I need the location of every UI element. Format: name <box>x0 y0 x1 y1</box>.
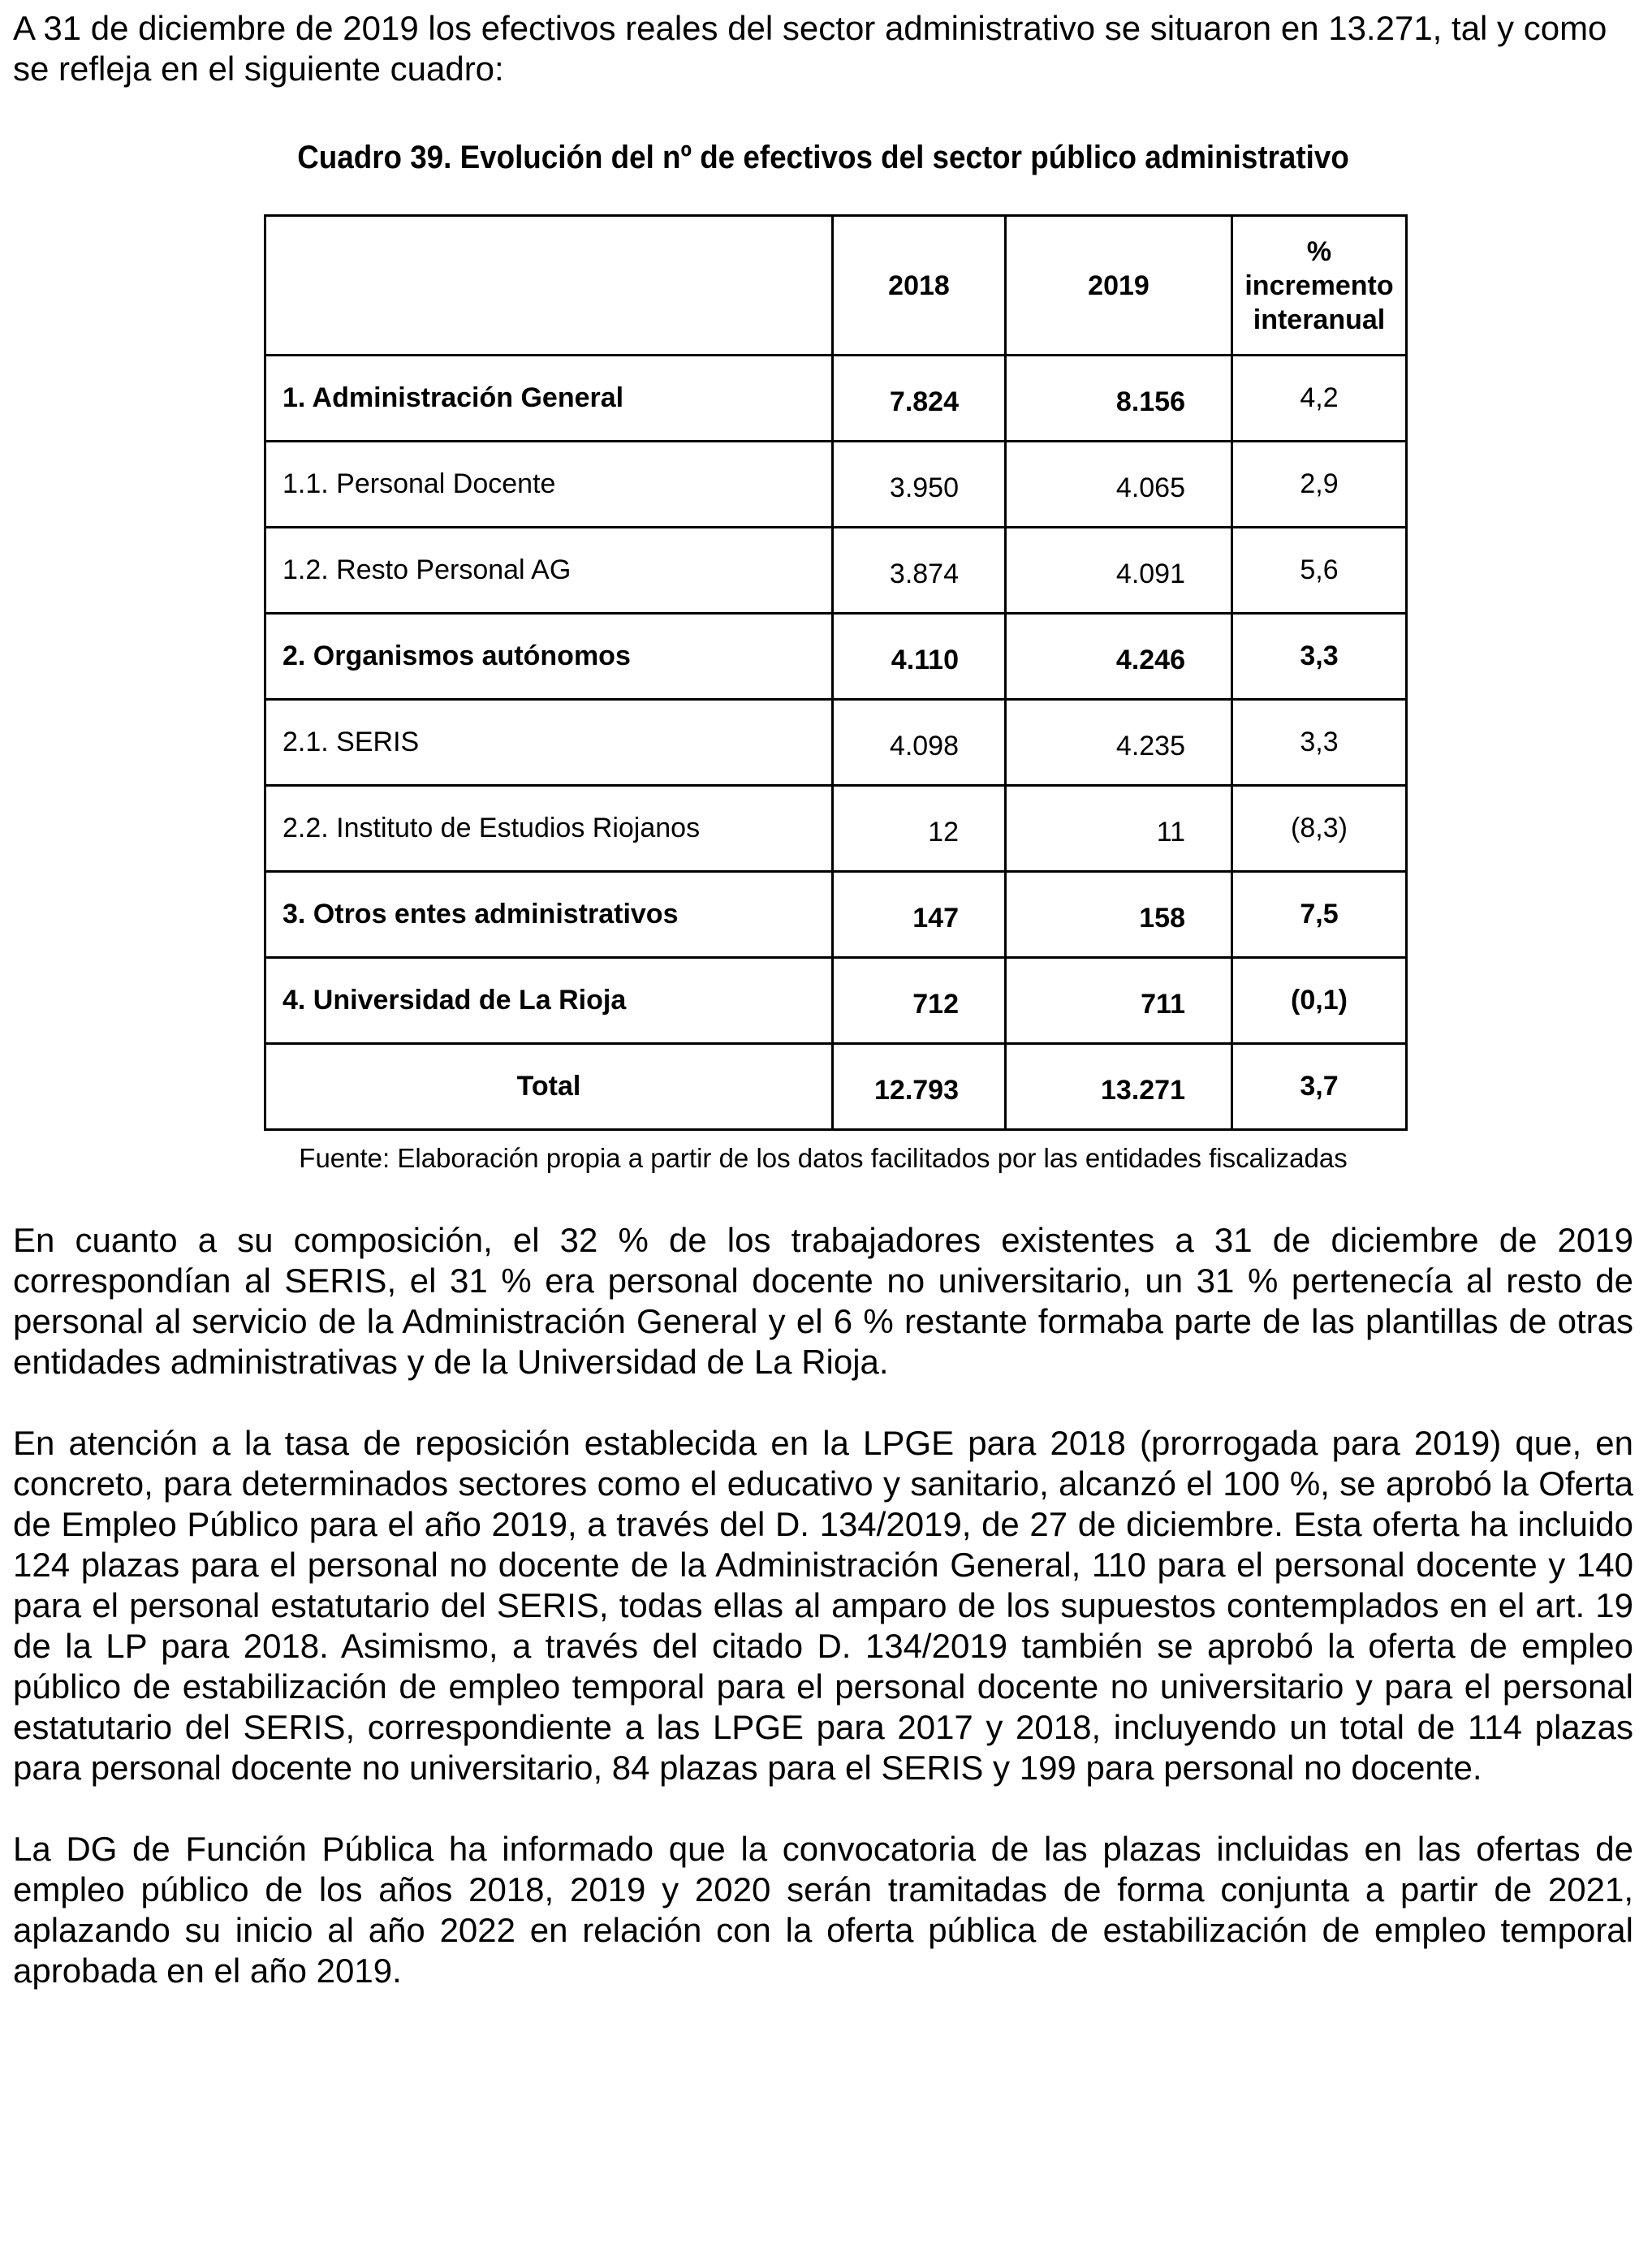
row-2019: 158 <box>1006 872 1232 958</box>
table-total-row <box>265 1044 1407 1130</box>
row-label: 2.2. Instituto de Estudios Riojanos <box>265 786 833 872</box>
row-label: 1.2. Resto Personal AG <box>265 528 833 614</box>
table-row <box>265 700 1407 786</box>
total-2019: 13.271 <box>1006 1044 1232 1130</box>
header-pct-line2: incremento <box>1244 270 1394 301</box>
row-2018: 4.110 <box>833 614 1006 700</box>
header-pct <box>1232 216 1407 356</box>
table-row <box>265 958 1407 1044</box>
replacement-rate-paragraph: En atención a la tasa de reposición establecida en la LPGE para 2018 (prorrogada para 2019) que, en concreto, para determinados sectores como el educativo y sanitario, alcanzó el 100 %, se aprobó la Oferta de Empleo Público para el año 2019, a través del D. 134/2019, de 27 de diciembre. Esta oferta ha incluido 124 plazas para el personal no docente de la Administración General, 110 para el personal docente y 140 para el personal estatutario del SERIS, todas ellas al amparo de los supuestos contemplados en el art. 19 de la LP para 2018. Asimismo, a través del citado D. 134/2019 también se aprobó la oferta de empleo público de estabilización de empleo temporal para el personal docente no universitario y para el personal estatutario del SERIS, correspondiente a las LPGE para 2017 y 2018, incluyendo un total de 114 plazas para personal docente no universitario, 84 plazas para el SERIS y 199 para personal no docente. <box>13 1424 1633 1787</box>
row-pct: 7,5 <box>1232 872 1407 958</box>
staff-table <box>264 214 1408 1131</box>
row-pct: 3,3 <box>1232 614 1407 700</box>
header-pct-line1: % <box>1306 235 1332 267</box>
table-row <box>265 356 1407 442</box>
table-row <box>265 872 1407 958</box>
row-2018: 7.824 <box>833 356 1006 442</box>
table-row <box>265 528 1407 614</box>
header-2018: 2018 <box>833 216 1006 356</box>
row-2018: 712 <box>833 958 1006 1044</box>
row-pct: 2,9 <box>1232 442 1407 528</box>
total-pct: 3,7 <box>1232 1044 1407 1130</box>
table-row <box>265 786 1407 872</box>
document-page <box>13 8 1633 1991</box>
row-pct: (0,1) <box>1232 958 1407 1044</box>
row-2019: 711 <box>1006 958 1232 1044</box>
intro-paragraph: A 31 de diciembre de 2019 los efectivos reales del sector administrativo se situaron en 13.271, tal y como se refleja en el siguiente cuadro: <box>13 9 1607 88</box>
row-label: 2.1. SERIS <box>265 700 833 786</box>
table-title: Cuadro 39. Evolución del nº de efectivos del sector público administrativo <box>297 140 1349 175</box>
row-2019: 8.156 <box>1006 356 1232 442</box>
row-pct: (8,3) <box>1232 786 1407 872</box>
row-2018: 4.098 <box>833 700 1006 786</box>
header-pct-line3: interanual <box>1253 304 1386 335</box>
row-pct: 5,6 <box>1232 528 1407 614</box>
public-function-paragraph: La DG de Función Pública ha informado que la convocatoria de las plazas incluidas en las ofertas de empleo público de los años 2018, 2019 y 2020 serán tramitadas de forma conjunta a partir de 2021, aplazando su inicio al año 2022 en relación con la oferta pública de estabilización de empleo temporal aprobada en el año 2019. <box>13 1830 1633 1990</box>
row-2019: 4.065 <box>1006 442 1232 528</box>
total-label: Total <box>265 1044 833 1130</box>
row-2018: 3.950 <box>833 442 1006 528</box>
table-source: Fuente: Elaboración propia a partir de los datos facilitados por las entidades fiscalizadas <box>299 1143 1348 1173</box>
row-2018: 3.874 <box>833 528 1006 614</box>
total-2018: 12.793 <box>833 1044 1006 1130</box>
row-2018: 147 <box>833 872 1006 958</box>
row-label: 3. Otros entes administrativos <box>265 872 833 958</box>
table-row <box>265 614 1407 700</box>
row-label: 2. Organismos autónomos <box>265 614 833 700</box>
table-header-row <box>265 216 1407 356</box>
row-label: 1.1. Personal Docente <box>265 442 833 528</box>
row-pct: 4,2 <box>1232 356 1407 442</box>
row-2019: 11 <box>1006 786 1232 872</box>
row-2019: 4.235 <box>1006 700 1232 786</box>
header-label <box>265 216 833 356</box>
row-label: 1. Administración General <box>265 356 833 442</box>
header-2019: 2019 <box>1006 216 1232 356</box>
row-pct: 3,3 <box>1232 700 1407 786</box>
row-2018: 12 <box>833 786 1006 872</box>
row-2019: 4.091 <box>1006 528 1232 614</box>
table-row <box>265 442 1407 528</box>
composition-paragraph: En cuanto a su composición, el 32 % de los trabajadores existentes a 31 de diciembre de 2019 correspondían al SERIS, el 31 % era personal docente no universitario, un 31 % pertenecía al resto de personal al servicio de la Administración General y el 6 % restante formaba parte de las plantillas de otras entidades administrativas y de la Universidad de La Rioja. <box>13 1221 1633 1381</box>
row-2019: 4.246 <box>1006 614 1232 700</box>
row-label: 4. Universidad de La Rioja <box>265 958 833 1044</box>
